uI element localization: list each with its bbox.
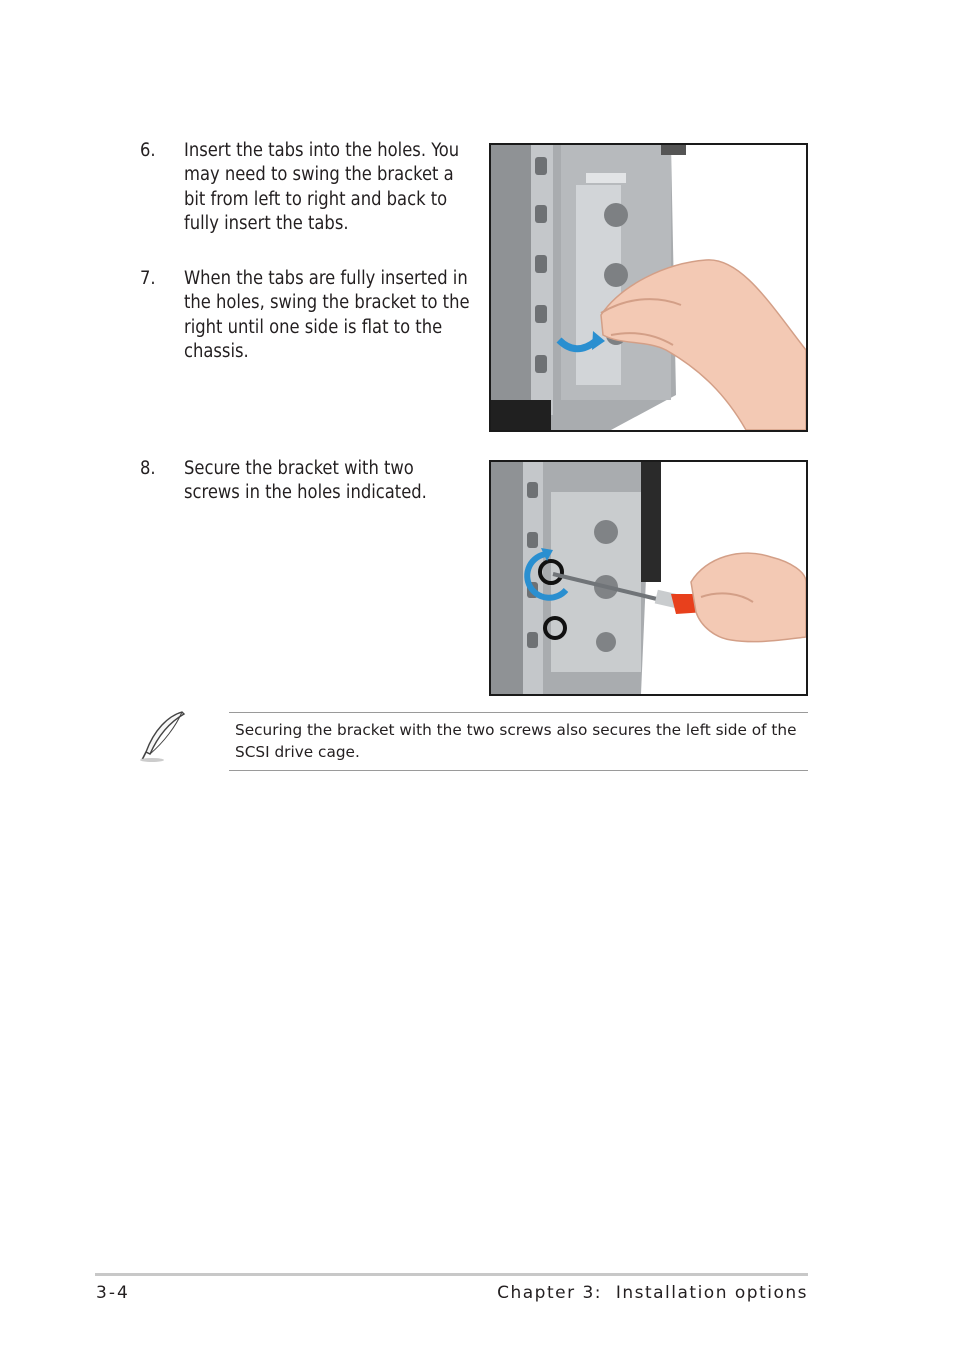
step-number: 8. (140, 458, 156, 479)
step-number: 7. (140, 268, 156, 289)
step-text: When the tabs are fully inserted in the holes, swing the bracket to the right until one side is flat to the chassis. (184, 268, 470, 363)
figure-screwdriver (489, 460, 808, 696)
page-number: 3-4 (96, 1283, 130, 1303)
screwdriver-illustration (491, 462, 806, 694)
step-text: Insert the tabs into the holes. You may need to swing the bracket a bit from left to right and back to fully insert the tabs. (184, 140, 460, 235)
step-text: Secure the bracket with two screws in the holes indicated. (184, 458, 427, 504)
bracket-swing-illustration (491, 145, 806, 430)
step-number: 6. (140, 140, 156, 161)
feather-pen-icon (138, 708, 188, 768)
note-bottom-rule (229, 770, 808, 771)
figure-bracket-swing (489, 143, 808, 432)
chapter-title: Chapter 3: Installation options (497, 1283, 808, 1303)
note-top-rule (229, 712, 808, 713)
footer-rule (95, 1273, 808, 1276)
note-text: Securing the bracket with the two screws also secures the left side of the SCSI drive cage. (235, 721, 797, 762)
